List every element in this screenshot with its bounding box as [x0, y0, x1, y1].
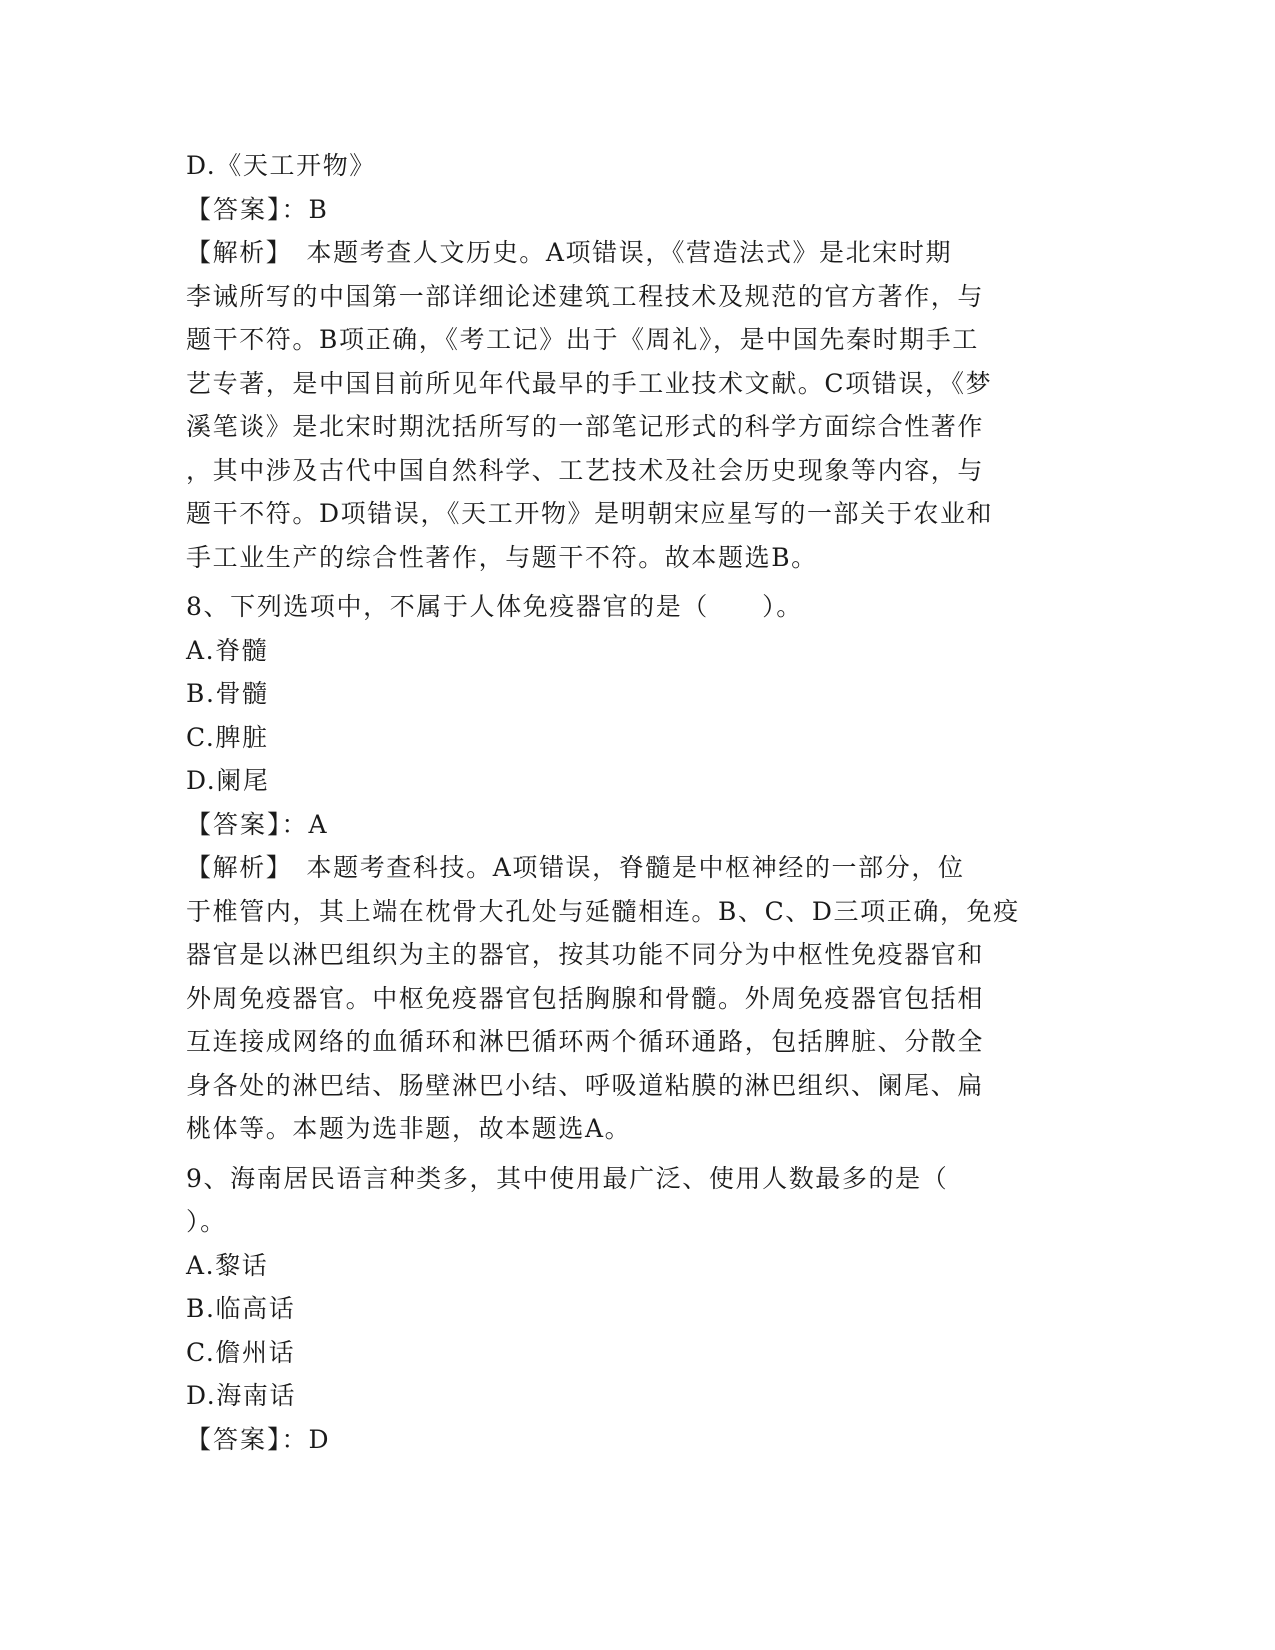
q7-analysis [186, 231, 1080, 579]
q8-option-b: B.骨髓 [186, 679, 269, 708]
q7-option-d: D.《天工开物》 [186, 151, 376, 180]
q8-analysis-line: 外周免疫器官。中枢免疫器官包括胸腺和骨髓。外周免疫器官包括相 [186, 983, 985, 1013]
q8-option-c: C.脾脏 [186, 722, 269, 752]
q7-analysis-line: 手工业生产的综合性著作，与题干不符。故本题选B。 [186, 542, 818, 572]
q8-analysis-line: 互连接成网络的血循环和淋巴循环两个循环通路，包括脾脏、分散全 [186, 1027, 985, 1056]
q9-question-line: 9、海南居民语言种类多，其中使用最广泛、使用人数最多的是（ [186, 1163, 949, 1193]
q9-option-c: C.儋州话 [186, 1337, 296, 1367]
q8-analysis-line: 于椎管内，其上端在枕骨大孔处与延髓相连。B、C、D三项正确，免疫 [186, 896, 1020, 926]
q7-analysis-line: ，其中涉及古代中国自然科学、工艺技术及社会历史现象等内容，与 [186, 455, 985, 485]
q8-analysis [186, 846, 1080, 1151]
question-8-block [186, 585, 1080, 1151]
q7-analysis-line: 题干不符。D项错误，《天工开物》是明朝宋应星写的一部关于农业和 [186, 499, 994, 528]
q9-option-b: B.临高话 [186, 1294, 296, 1323]
q8-option-d: D.阑尾 [186, 766, 270, 795]
q7-analysis-line: 李诫所写的中国第一部详细论述建筑工程技术及规范的官方著作，与 [186, 281, 985, 311]
q8-option-a: A.脊髓 [186, 635, 269, 665]
question-7-block [186, 144, 1080, 579]
document-page [186, 144, 1080, 1461]
q7-answer: 【答案】：B [186, 194, 329, 224]
q9-question-line: ）。 [186, 1207, 227, 1236]
q7-analysis-line: 题干不符。B项正确，《考工记》出于《周礼》，是中国先秦时期手工 [186, 325, 979, 354]
q9-option-a: A.黎话 [186, 1250, 269, 1280]
q8-analysis-line: 身各处的淋巴结、肠壁淋巴小结、呼吸道粘膜的淋巴组织、阑尾、扁 [186, 1070, 985, 1100]
q9-option-d: D.海南话 [186, 1381, 297, 1410]
q8-question: 8、下列选项中，不属于人体免疫器官的是（ ）。 [186, 592, 803, 621]
question-9-block [186, 1157, 1080, 1462]
q7-analysis-line: 【解析】 本题考查人文历史。A项错误，《营造法式》是北宋时期 [186, 238, 953, 267]
q7-analysis-line: 溪笔谈》是北宋时期沈括所写的一部笔记形式的科学方面综合性著作 [186, 412, 985, 441]
q8-answer: 【答案】：A [186, 809, 329, 839]
q9-answer: 【答案】：D [186, 1424, 331, 1454]
q8-analysis-line: 【解析】 本题考查科技。A项错误，脊髓是中枢神经的一部分，位 [186, 853, 965, 882]
q7-analysis-line: 艺专著，是中国目前所见年代最早的手工业技术文献。C项错误，《梦 [186, 368, 993, 398]
q8-analysis-line: 桃体等。本题为选非题，故本题选A。 [186, 1114, 632, 1143]
q8-analysis-line: 器官是以淋巴组织为主的器官，按其功能不同分为中枢性免疫器官和 [186, 940, 985, 969]
